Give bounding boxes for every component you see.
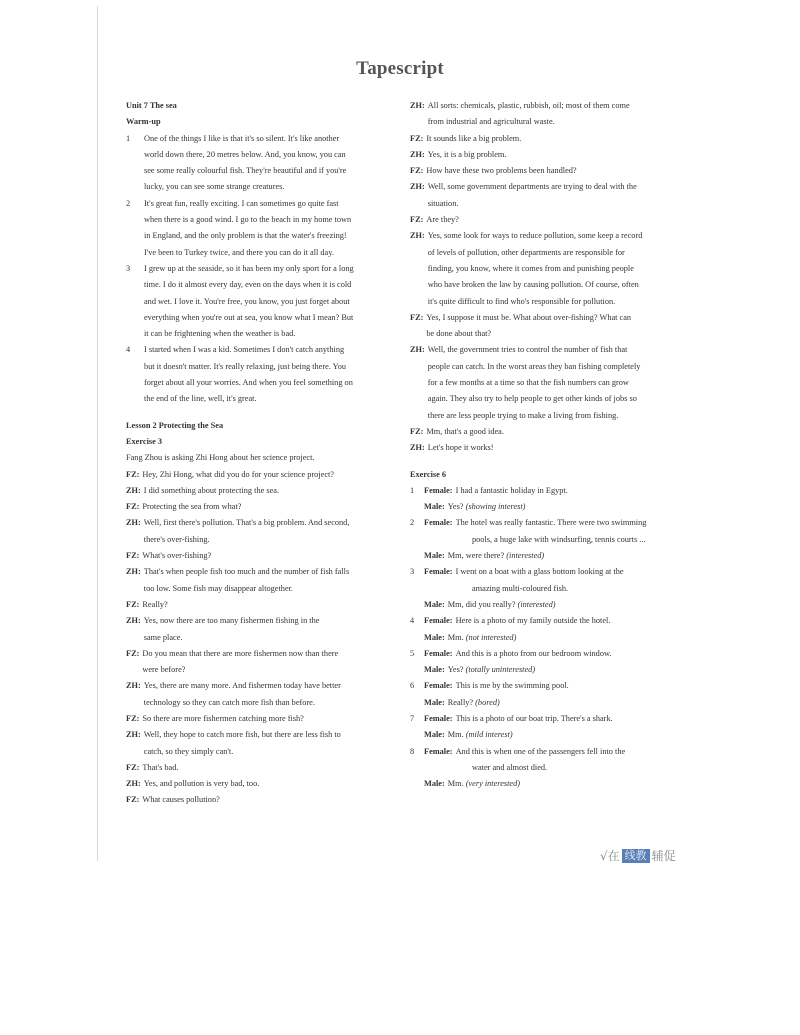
dialogue-turn (126, 467, 396, 483)
watermark (600, 847, 676, 864)
text-line: situation. (427, 198, 459, 208)
exercise-6-item (410, 744, 680, 760)
dialogue-turn (410, 342, 680, 423)
exercise-6-list (410, 483, 680, 793)
dialogue-text (142, 597, 396, 613)
female-label: Female: (424, 616, 453, 626)
exercise-3-intro: Fang Zhou is asking Zhi Hong about her science project. (126, 453, 315, 463)
male-response (410, 776, 680, 792)
male-response (410, 597, 680, 613)
dialogue-text (142, 711, 396, 727)
warmup-item (126, 131, 396, 196)
speaker-label: FZ: (126, 469, 140, 479)
speaker-label: ZH: (410, 231, 425, 241)
male-reply: Mm, did you really? (447, 599, 516, 609)
dialogue-text (428, 179, 680, 212)
dialogue-turn (126, 613, 396, 646)
dialogue-text (426, 131, 680, 147)
female-label: Female: (424, 681, 453, 691)
text-line: finding, you know, where it comes from and punishing people (427, 263, 634, 273)
female-line: I went on a boat with a glass bottom looking at the (455, 567, 624, 577)
dialogue-turn (126, 499, 396, 515)
exercise-6-item (410, 646, 680, 662)
speaker-label: ZH: (126, 518, 141, 528)
dialogue-turn (410, 424, 680, 440)
dialogue-turn (126, 792, 396, 808)
female-line-continued: water and almost died. (472, 762, 548, 772)
female-label: Female: (424, 648, 453, 658)
text-line: That's when people fish too much and the number of fish falls (143, 567, 350, 577)
dialogue-text (144, 483, 396, 499)
text-line: forget about all your worries. And when you feel something on (144, 378, 353, 388)
watermark-left: √在 (600, 849, 620, 863)
exercise-6-item (410, 483, 680, 499)
page-title: Tapescript (356, 58, 444, 79)
tone-note: (very interested) (465, 779, 521, 789)
male-label: Male: (424, 665, 445, 675)
female-label: Female: (424, 713, 453, 723)
exercise-6-item (410, 678, 680, 694)
text-line: What's over-fishing? (142, 551, 212, 561)
speaker-label: FZ: (410, 215, 424, 225)
lesson-heading: Lesson 2 Protecting the Sea (126, 420, 224, 430)
speaker-label: FZ: (410, 133, 424, 143)
warmup-heading: Warm-up (126, 117, 161, 127)
female-label: Female: (424, 485, 453, 495)
tone-note: (interested) (517, 599, 556, 609)
item-number: 2 (126, 198, 131, 208)
watermark-right: 辅促 (651, 849, 676, 863)
item-number: 7 (410, 713, 415, 723)
speaker-label: ZH: (126, 485, 141, 495)
text-line: there are less people trying to make a living from fishing. (427, 410, 619, 420)
male-reply: Yes? (447, 665, 464, 675)
male-label: Male: (424, 697, 445, 707)
item-number: 8 (410, 746, 415, 756)
female-line: This is a photo of our boat trip. There's a shark. (455, 713, 613, 723)
item-number: 3 (126, 263, 131, 273)
item-number: 3 (410, 567, 415, 577)
dialogue-turn (410, 310, 680, 343)
text-line: Mm, that's a good idea. (426, 426, 504, 436)
female-line-continued: amazing multi-coloured fish. (472, 583, 569, 593)
male-response (410, 662, 680, 678)
text-line: It's great fun, really exciting. I can sometimes go quite fast (144, 198, 339, 208)
text-line: Well, first there's pollution. That's a big problem. And second, (143, 518, 350, 528)
item-number: 4 (126, 345, 131, 355)
item-body (144, 261, 396, 342)
text-line: in England, and the only problem is that the water's freezing! (144, 231, 347, 241)
unit-heading: Unit 7 The sea (126, 101, 177, 110)
dialogue-text (144, 613, 396, 646)
speaker-label: FZ: (126, 648, 140, 658)
item-number: 1 (126, 133, 131, 143)
male-reply: Mm, were there? (447, 551, 505, 561)
dialogue-text (144, 515, 396, 548)
male-reply: Mm. (447, 730, 464, 740)
dialogue-text (144, 678, 396, 711)
text-line: Well, they hope to catch more fish, but there are less fish to (143, 730, 341, 740)
dialogue-turn (410, 440, 680, 456)
dialogue-text (142, 467, 396, 483)
speaker-label: FZ: (410, 426, 424, 436)
male-label: Male: (424, 502, 445, 512)
text-line: One of the things I like is that it's so silent. It's like another (144, 133, 340, 143)
dialogue-turn (410, 228, 680, 309)
dialogue-turn (410, 131, 680, 147)
text-line: were before? (142, 665, 186, 675)
text-line: people can catch. In the worst areas they ban fishing completely (427, 361, 641, 371)
dialogue-turn (126, 564, 396, 597)
item-number: 6 (410, 681, 415, 691)
warmup-item (126, 196, 396, 261)
text-line: same place. (143, 632, 183, 642)
scan-edge-line (97, 6, 98, 861)
exercise-6-item (410, 564, 680, 580)
text-line: time. I do it almost every day, even on the days when it is cold (144, 280, 352, 290)
male-label: Male: (424, 632, 445, 642)
text-line: Well, the government tries to control the number of fish that (427, 345, 628, 355)
dialogue-text (428, 147, 680, 163)
speaker-label: FZ: (126, 762, 140, 772)
item-body (144, 196, 396, 261)
text-line: and wet. I love it. You're free, you know, you just forget about (144, 296, 350, 306)
left-column (126, 98, 396, 809)
text-line: from industrial and agricultural waste. (427, 117, 555, 127)
text-line: technology so they can catch more fish than before. (143, 697, 315, 707)
dialogue-turn (126, 646, 396, 679)
female-line: And this is a photo from our bedroom window. (455, 648, 612, 658)
text-line: Let's hope it works! (427, 443, 494, 453)
text-line: there's over-fishing. (143, 534, 210, 544)
dialogue-turn (126, 727, 396, 760)
male-reply: Mm. (447, 632, 464, 642)
text-line: I did something about protecting the sea. (143, 485, 280, 495)
text-line: I grew up at the seaside, so it has been my only sport for a long (144, 263, 354, 273)
female-line: Here is a photo of my family outside the hotel. (455, 616, 611, 626)
dialogue-turn (126, 776, 396, 792)
speaker-label: ZH: (410, 443, 425, 453)
text-line: who have broken the law by causing pollution. Of course, often (427, 280, 639, 290)
dialogue-text (428, 98, 680, 131)
item-number: 2 (410, 518, 415, 528)
text-line: see some really colourful fish. They're beautiful and if you're (144, 166, 347, 176)
male-reply: Yes? (447, 502, 464, 512)
dialogue-text (144, 727, 396, 760)
speaker-label: ZH: (126, 567, 141, 577)
text-line: Are they? (426, 215, 459, 225)
text-line: All sorts: chemicals, plastic, rubbish, oil; most of them come (427, 101, 630, 110)
speaker-label: ZH: (410, 149, 425, 159)
item-body (144, 131, 396, 196)
text-line: Really? (142, 599, 168, 609)
warmup-item (126, 261, 396, 342)
warmup-list (126, 131, 396, 408)
text-line: That's bad. (142, 762, 179, 772)
text-line: it's quite difficult to find who's responsible for pollution. (427, 296, 616, 306)
item-number: 1 (410, 485, 415, 495)
dialogue-turn (410, 179, 680, 212)
text-line: of levels of pollution, other departments are responsible for (427, 247, 625, 257)
text-line: I started when I was a kid. Sometimes I don't catch anything (144, 345, 345, 355)
dialogue-turn (126, 760, 396, 776)
exercise-3-heading: Exercise 3 (126, 436, 163, 446)
text-line: everything when you're out at sea, you know what I mean? But (144, 312, 354, 322)
dialogue-turn (126, 548, 396, 564)
tone-note: (showing interest) (465, 502, 526, 512)
text-line: Do you mean that there are more fishermen now than there (142, 648, 339, 658)
tone-note: (mild interest) (465, 730, 513, 740)
text-line: It sounds like a big problem. (426, 133, 522, 143)
speaker-label: ZH: (410, 182, 425, 192)
dialogue-turn (126, 678, 396, 711)
male-response (410, 727, 680, 743)
speaker-label: FZ: (126, 795, 140, 805)
text-line: Well, some government departments are trying to deal with the (427, 182, 637, 192)
tone-note: (totally uninterested) (465, 665, 536, 675)
dialogue-text (142, 760, 396, 776)
right-column (410, 98, 680, 792)
female-line: This is me by the swimming pool. (455, 681, 569, 691)
speaker-label: FZ: (126, 599, 140, 609)
watermark-badge: 线教 (622, 849, 650, 863)
dialogue-text (426, 424, 680, 440)
dialogue-turn (126, 483, 396, 499)
dialogue-text (144, 564, 396, 597)
item-number: 5 (410, 648, 415, 658)
speaker-label: FZ: (126, 713, 140, 723)
female-label: Female: (424, 746, 453, 756)
speaker-label: ZH: (410, 101, 425, 110)
male-label: Male: (424, 730, 445, 740)
female-line-continued: pools, a huge lake with windsurfing, tennis courts ... (472, 534, 646, 544)
dialogue-turn (410, 147, 680, 163)
female-line: I had a fantastic holiday in Egypt. (455, 485, 568, 495)
female-label: Female: (424, 567, 453, 577)
female-label: Female: (424, 518, 453, 528)
dialogue-text (142, 646, 396, 679)
male-label: Male: (424, 779, 445, 789)
dialogue-text (428, 228, 680, 309)
text-line: for a few months at a time so that the fish numbers can grow (427, 378, 629, 388)
dialogue-turn (410, 163, 680, 179)
item-body (144, 342, 396, 407)
text-line: Hey, Zhi Hong, what did you do for your science project? (142, 469, 334, 479)
male-label: Male: (424, 551, 445, 561)
male-reply: Mm. (447, 779, 464, 789)
dialogue-left (126, 467, 396, 809)
text-line: catch, so they simply can't. (143, 746, 234, 756)
speaker-label: FZ: (126, 502, 140, 512)
exercise-6-item (410, 711, 680, 727)
text-line: world down there, 20 metres below. And, you know, you can (144, 149, 346, 159)
text-line: Yes, I suppose it must be. What about over-fishing? What can (426, 312, 632, 322)
text-line: Yes, it is a big problem. (427, 149, 507, 159)
dialogue-text (142, 792, 396, 808)
text-line: be done about that? (426, 329, 492, 339)
text-line: when there is a good wind. I go to the beach in my home town (144, 215, 352, 225)
dialogue-text (426, 310, 680, 343)
female-line: The hotel was really fantastic. There were two swimming (455, 518, 647, 528)
speaker-label: ZH: (126, 730, 141, 740)
text-line: How have these two problems been handled? (426, 166, 577, 176)
text-line: again. They also try to help people to get other kinds of jobs so (427, 394, 637, 404)
dialogue-turn (410, 98, 680, 131)
dialogue-text (426, 212, 680, 228)
exercise-6-heading: Exercise 6 (410, 469, 447, 479)
dialogue-turn (126, 597, 396, 613)
male-response (410, 630, 680, 646)
dialogue-text (428, 342, 680, 423)
text-line: Protecting the sea from what? (142, 502, 242, 512)
female-line: And this is when one of the passengers fell into the (455, 746, 626, 756)
tone-note: (not interested) (465, 632, 517, 642)
dialogue-text (144, 776, 396, 792)
text-line: I've been to Turkey twice, and there you can do it all day. (144, 247, 334, 257)
text-line: Yes, now there are too many fishermen fishing in the (143, 616, 320, 626)
male-response (410, 548, 680, 564)
dialogue-text (426, 163, 680, 179)
speaker-label: FZ: (410, 312, 424, 322)
speaker-label: ZH: (410, 345, 425, 355)
text-line: the end of the line, well, it's great. (144, 394, 257, 404)
speaker-label: ZH: (126, 616, 141, 626)
speaker-label: ZH: (126, 681, 141, 691)
dialogue-text (142, 499, 396, 515)
dialogue-turn (126, 515, 396, 548)
exercise-6-item (410, 613, 680, 629)
male-reply: Really? (447, 697, 474, 707)
male-response (410, 499, 680, 515)
exercise-6-item (410, 515, 680, 531)
tone-note: (interested) (506, 551, 545, 561)
text-line: Yes, and pollution is very bad, too. (143, 779, 260, 789)
speaker-label: FZ: (126, 551, 140, 561)
dialogue-right (410, 98, 680, 457)
speaker-label: FZ: (410, 166, 424, 176)
speaker-label: ZH: (126, 779, 141, 789)
text-line: it can be frightening when the weather is bad. (144, 329, 296, 339)
text-line: lucky, you can see some strange creatures. (144, 182, 285, 192)
male-response (410, 695, 680, 711)
male-label: Male: (424, 599, 445, 609)
warmup-item (126, 342, 396, 407)
text-line: What causes pollution? (142, 795, 220, 805)
dialogue-text (142, 548, 396, 564)
text-line: too low. Some fish may disappear altogether. (143, 583, 293, 593)
text-line: So there are more fishermen catching more fish? (142, 713, 304, 723)
text-line: but it doesn't matter. It's really relaxing, just being there. You (144, 361, 347, 371)
dialogue-text (428, 440, 680, 456)
text-line: Yes, there are many more. And fishermen today have better (143, 681, 341, 691)
dialogue-turn (126, 711, 396, 727)
dialogue-turn (410, 212, 680, 228)
text-line: Yes, some look for ways to reduce pollution, some keep a record (427, 231, 643, 241)
tone-note: (bored) (475, 697, 500, 707)
item-number: 4 (410, 616, 415, 626)
